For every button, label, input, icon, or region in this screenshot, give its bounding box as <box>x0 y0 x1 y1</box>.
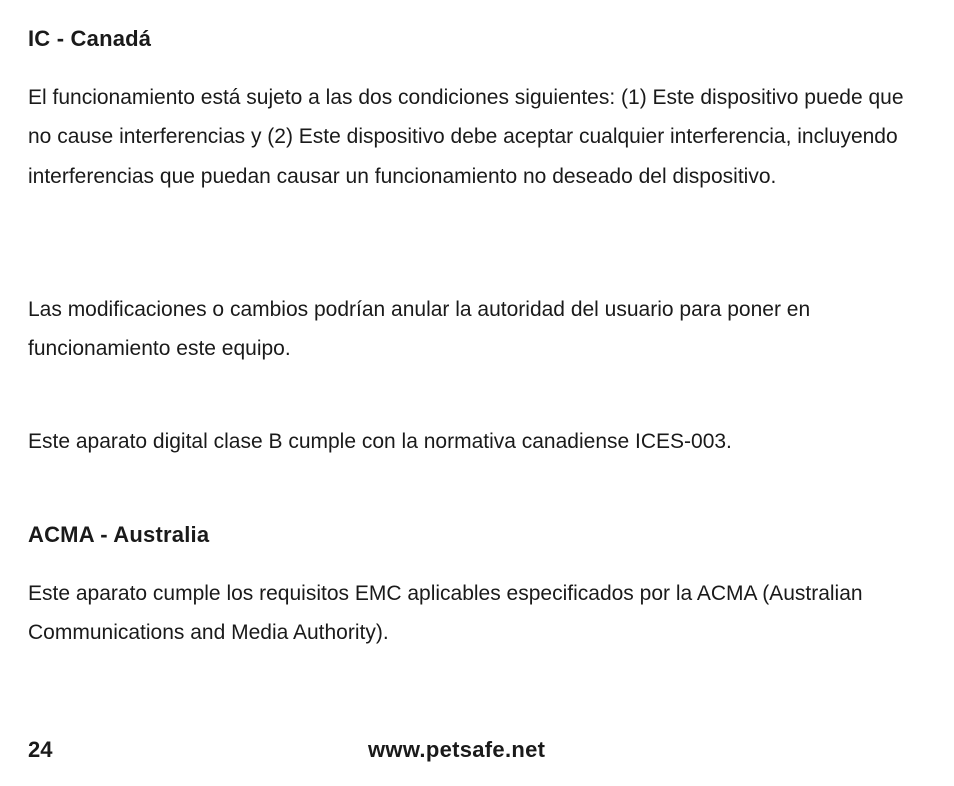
ic-modifications-paragraph: Las modificaciones o cambios podrían anular la autoridad del usuario para poner en funcionamiento este equipo. <box>28 298 811 361</box>
acma-australia-heading: ACMA - Australia <box>28 522 210 547</box>
website-url: www.petsafe.net <box>368 737 546 762</box>
ic-conditions-paragraph: El funcionamiento está sujeto a las dos condiciones siguientes: (1) Este dispositivo puede que no cause interferencias y (2) Este dispositivo debe aceptar cualquier interferencia, incluyendo interferencias que puedan causar un funcionamiento no deseado del dispositivo. <box>28 86 904 188</box>
ic-canada-heading: IC - Canadá <box>28 26 152 51</box>
acma-emc-paragraph: Este aparato cumple los requisitos EMC aplicables especificados por la ACMA (Australian Communications and Media Authority). <box>28 582 863 645</box>
page-number: 24 <box>28 737 53 762</box>
ic-ices-paragraph: Este aparato digital clase B cumple con la normativa canadiense ICES-003. <box>28 430 732 453</box>
